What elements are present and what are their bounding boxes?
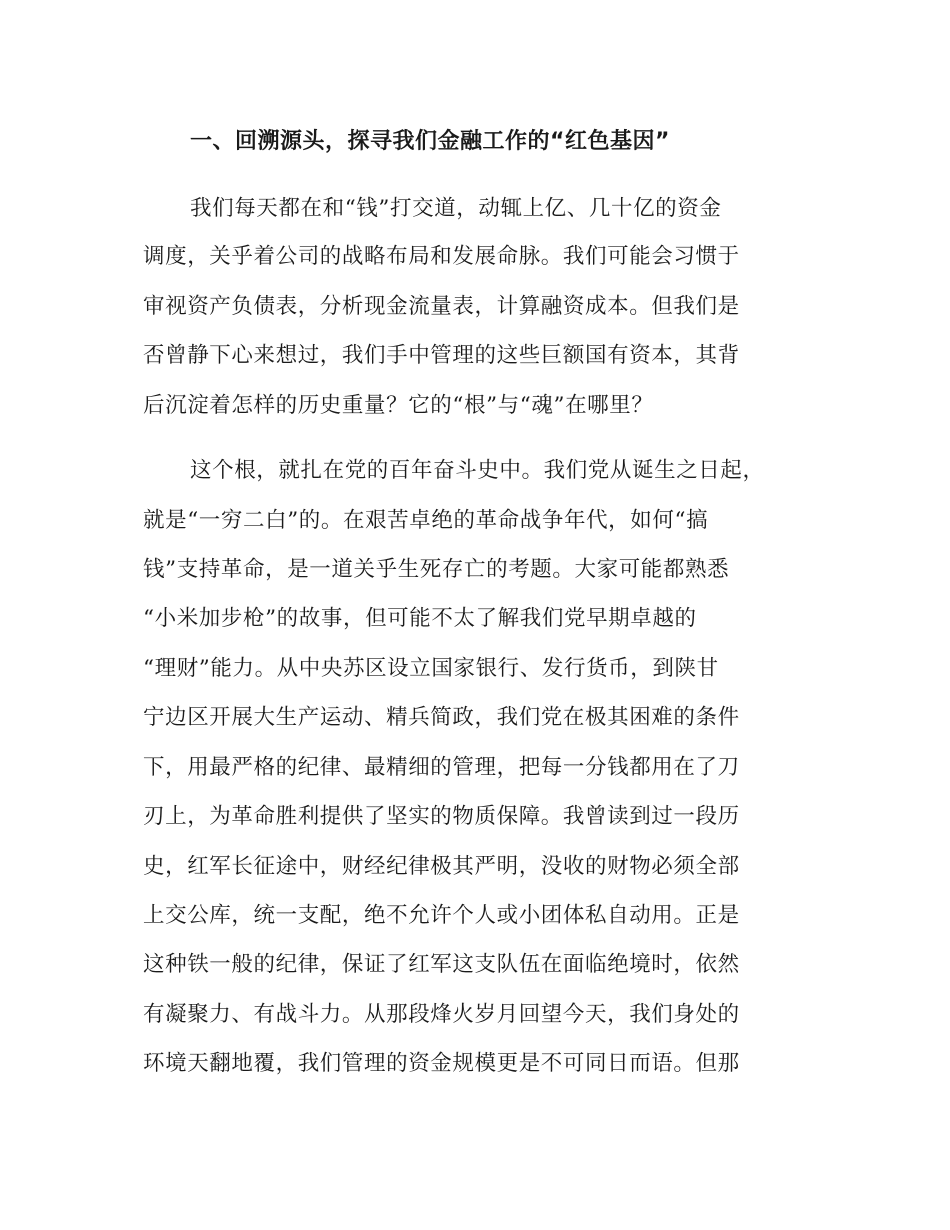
paragraph-line: 否曾静下心来想过，我们手中管理的这些巨额国有资本，其背 (143, 343, 740, 368)
paragraph-line: 有凝聚力、有战斗力。从那段烽火岁月回望今天，我们身处的 (143, 1002, 740, 1027)
paragraph-line: 环境天翻地覆，我们管理的资金规模更是不可同日而语。但那 (143, 1051, 740, 1076)
paragraph-line: 史，红军长征途中，财经纪律极其严明，没收的财物必须全部 (143, 854, 740, 879)
paragraph-line: 调度，关乎着公司的战略布局和发展命脉。我们可能会习惯于 (143, 244, 740, 269)
paragraph-line: “理财”能力。从中央苏区设立国家银行、发行货币，到陕甘 (143, 656, 719, 681)
paragraph-line: 宁边区开展大生产运动、精兵简政，我们党在极其困难的条件 (143, 705, 740, 730)
paragraph-line: 这个根，就扎在党的百年奋斗史中。我们党从诞生之日起， (190, 458, 765, 483)
paragraph-line: 下，用最严格的纪律、最精细的管理，把每一分钱都用在了刀 (143, 755, 740, 780)
paragraph-line: 后沉淀着怎样的历史重量？它的“根”与“魂”在哪里？ (143, 393, 654, 418)
paragraph-line: 刃上，为革命胜利提供了坚实的物质保障。我曾读到过一段历 (143, 804, 740, 829)
paragraph-line: 我们每天都在和“钱”打交道，动辄上亿、几十亿的资金 (190, 196, 722, 221)
section-heading: 一、回溯源头，探寻我们金融工作的“红色基因” (190, 129, 670, 154)
paragraph-line: 审视资产负债表，分析现金流量表，计算融资成本。但我们是 (143, 294, 740, 319)
paragraph-line: “小米加步枪”的故事，但可能不太了解我们党早期卓越的 (143, 606, 697, 631)
paragraph-line: 这种铁一般的纪律，保证了红军这支队伍在面临绝境时，依然 (143, 952, 740, 977)
paragraph-line: 钱”支持革命，是一道关乎生死存亡的考题。大家可能都熟悉 (143, 557, 730, 582)
paragraph-line: 就是“一穷二白”的。在艰苦卓绝的革命战争年代，如何“搞 (143, 508, 709, 533)
paragraph-line: 上交公库，统一支配，绝不允许个人或小团体私自动用。正是 (143, 903, 740, 928)
